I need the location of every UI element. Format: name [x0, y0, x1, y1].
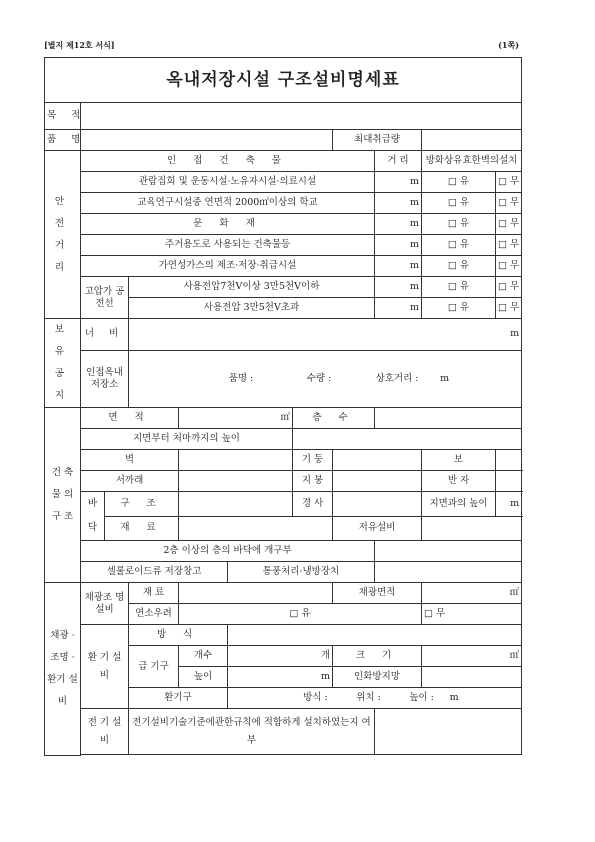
width-label: 너 비 [81, 319, 129, 351]
form-number: [별지 제12호 서식] [44, 40, 115, 50]
option-no[interactable]: □ 무 [496, 277, 522, 298]
ventilation-cooling-field[interactable] [375, 562, 522, 583]
roof-field[interactable] [333, 471, 422, 492]
drain-label: 저유설비 [333, 516, 422, 541]
option-yes[interactable]: □ 유 [422, 256, 496, 277]
spec-table: 옥내저장시설 구조설비명세표 목 적 품 명 최대취급량 안 전 거 리 인 접 건 축 물 거 리 방화상유효한벽의설치 관람집회 및 운동시설·노유자시설·의료시설 m □ 유 □ 무 교육연구시설중 연면적 2000㎡이상의 학교 m □ 유 □ 무 문 화 재 m □ 유 □ 무 주거용도로 사용되는 건축물등 m □ 유 □ 무 가연성가스의 제조·저장·취급시설 m □ 유 □ 무 고압가 공전선 사용전압7천V이상 3만5천V이하 m □ 유 □ 무 사용전압 3만5천V초과 m □ 유 □ 무 보 유 공 지 너 비 m 인접옥내 저장소 품명 : 수량 : 상호거리 : m 건 축 물 의 구 조 면 적 ㎡ 층 수 지면부터 처마까지의 높이 벽 기 둥 보 서까래 지 붕 반 자 바 닥 구 조 경 사 지면과의 높이 m 재 료 저유설비 2층 이상의 층의 바닥에 개구부 셀룰로이드류 저장창고 통풍처리·냉방장치 채광 · 조명 · 환기 설비 채광조 명설비 재 료 채광면적 ㎡ 연소우려 □ 유 □ 무 환 기 설 비 방 식 급 기구 개수 개 크 기 ㎡ 높이 m 인화방지망 환기구 방식 : 위치 : 높이 : m 전 기 설 비 전기설비기술기준에관한규칙에 적합하게 설치하였는지 여부 [44, 57, 522, 756]
high-voltage-row: 사용전압 3만5천V초과 [129, 298, 375, 319]
electric-field[interactable] [375, 709, 522, 755]
area-field[interactable]: ㎡ [179, 408, 293, 429]
lighting-material-field[interactable] [179, 583, 333, 604]
option-no[interactable]: □ 무 [496, 256, 522, 277]
drain-field[interactable] [422, 516, 522, 541]
option-yes[interactable]: □ 유 [422, 193, 496, 214]
safety-distance-label: 안 전 거 리 [45, 151, 81, 319]
option-yes[interactable]: □ 유 [422, 235, 496, 256]
safety-row: 주거용도로 사용되는 건축물등 [81, 235, 375, 256]
size-label: 크 기 [333, 646, 422, 667]
area-label: 면 적 [81, 408, 179, 429]
form-title: 옥내저장시설 구조설비명세표 [45, 58, 522, 103]
col-distance: 거 리 [375, 151, 422, 172]
item-label: 품 명 [45, 130, 81, 151]
floor-material-label: 재 료 [105, 516, 179, 541]
reserved-space-label: 보 유 공 지 [45, 319, 81, 408]
purpose-field[interactable] [81, 103, 522, 130]
floor-label: 바 닥 [81, 492, 105, 541]
height-field[interactable]: m [228, 667, 333, 688]
purpose-label: 목 적 [45, 103, 81, 130]
fire-spread-label: 연소우려 [129, 604, 179, 625]
method-field[interactable] [228, 625, 522, 646]
fire-damper-label: 인화방지망 [333, 667, 422, 688]
option-yes[interactable]: □ 유 [179, 604, 422, 625]
lighting-area-field[interactable]: ㎡ [422, 583, 522, 604]
max-qty-field[interactable] [422, 130, 522, 151]
electric-text: 전기설비기술기준에관한규칙에 적합하게 설치하였는지 여부 [129, 709, 375, 755]
vent-label: 환 기 설 비 [81, 625, 129, 709]
eaves-height-label: 지면부터 처마까지의 높이 [81, 429, 293, 450]
option-no[interactable]: □ 무 [496, 193, 522, 214]
safety-row: 문 화 재 [81, 214, 375, 235]
col-fire-wall: 방화상유효한벽의설치 [422, 151, 522, 172]
floor-structure-label: 구 조 [105, 492, 179, 517]
beam-label: 보 [422, 450, 496, 471]
roof-label: 지 붕 [293, 471, 333, 492]
safety-row: 관람집회 및 운동시설·노유자시설·의료시설 [81, 172, 375, 193]
size-field[interactable]: ㎡ [422, 646, 522, 667]
ground-height-field[interactable]: m [496, 492, 522, 517]
column-label: 기 둥 [293, 450, 333, 471]
beam-field[interactable] [496, 450, 522, 471]
adjacent-storage-label: 인접옥내 저장소 [81, 350, 129, 407]
height-label: 높이 [179, 667, 228, 688]
floor-material-field[interactable] [179, 516, 333, 541]
floors-field[interactable] [375, 408, 522, 429]
opening-field[interactable] [375, 541, 522, 562]
intake-label: 급 기구 [129, 646, 179, 688]
safety-row: 가연성가스의 제조·저장·취급시설 [81, 256, 375, 277]
option-no[interactable]: □ 무 [496, 172, 522, 193]
option-yes[interactable]: □ 유 [422, 214, 496, 235]
high-voltage-row: 사용전압7천V이상 3만5천V이하 [129, 277, 375, 298]
max-qty-label: 최대취급량 [333, 130, 422, 151]
column-field[interactable] [333, 450, 422, 471]
safety-row: 교육연구시설중 연면적 2000㎡이상의 학교 [81, 193, 375, 214]
wall-field[interactable] [179, 450, 293, 471]
building-structure-label: 건 축 물 의 구 조 [45, 408, 81, 583]
option-yes[interactable]: □ 유 [422, 277, 496, 298]
option-yes[interactable]: □ 유 [422, 172, 496, 193]
facilities-label: 채광 · 조명 · 환기 설비 [45, 583, 81, 756]
wall-label: 벽 [81, 450, 179, 471]
exhaust-label: 환기구 [129, 688, 228, 709]
method-label: 방 식 [129, 625, 228, 646]
option-no[interactable]: □ 무 [422, 604, 522, 625]
ventilation-cooling-label: 통풍처리·냉방장치 [228, 562, 375, 583]
electric-label: 전 기 설 비 [81, 709, 129, 755]
eaves-height-field[interactable] [293, 429, 522, 450]
ground-height-label: 지면과의 높이 [422, 492, 496, 517]
count-field[interactable]: 개 [228, 646, 333, 667]
count-label: 개수 [179, 646, 228, 667]
option-yes[interactable]: □ 유 [422, 298, 496, 319]
option-no[interactable]: □ 무 [496, 298, 522, 319]
col-adjacent-building: 인 접 건 축 물 [81, 151, 375, 172]
option-no[interactable]: □ 무 [496, 214, 522, 235]
slope-label: 경 사 [293, 492, 333, 517]
item-field[interactable] [81, 130, 333, 151]
floors-label: 층 수 [293, 408, 375, 429]
half-floor-label: 반 자 [422, 471, 496, 492]
slope-field[interactable] [333, 492, 422, 517]
opening-label: 2층 이상의 층의 바닥에 개구부 [81, 541, 375, 562]
floor-structure-field[interactable] [179, 492, 293, 517]
half-floor-field[interactable] [496, 471, 522, 492]
fire-damper-field[interactable] [422, 667, 522, 688]
cellulose-label: 셀룰로이드류 저장창고 [81, 562, 228, 583]
adjacent-storage-field[interactable]: 품명 : 수량 : 상호거리 : m [129, 350, 522, 407]
lighting-label: 채광조 명설비 [81, 583, 129, 625]
exhaust-field[interactable]: 방식 : 위치 : 높이 : m [228, 688, 522, 709]
option-no[interactable]: □ 무 [496, 235, 522, 256]
rafter-label: 서까래 [81, 471, 179, 492]
high-voltage-label: 고압가 공전선 [81, 277, 129, 319]
page-number: (1쪽) [498, 40, 519, 50]
lighting-material-label: 재 료 [129, 583, 179, 604]
width-field[interactable]: m [129, 319, 522, 351]
lighting-area-label: 채광면적 [333, 583, 422, 604]
rafter-field[interactable] [179, 471, 293, 492]
